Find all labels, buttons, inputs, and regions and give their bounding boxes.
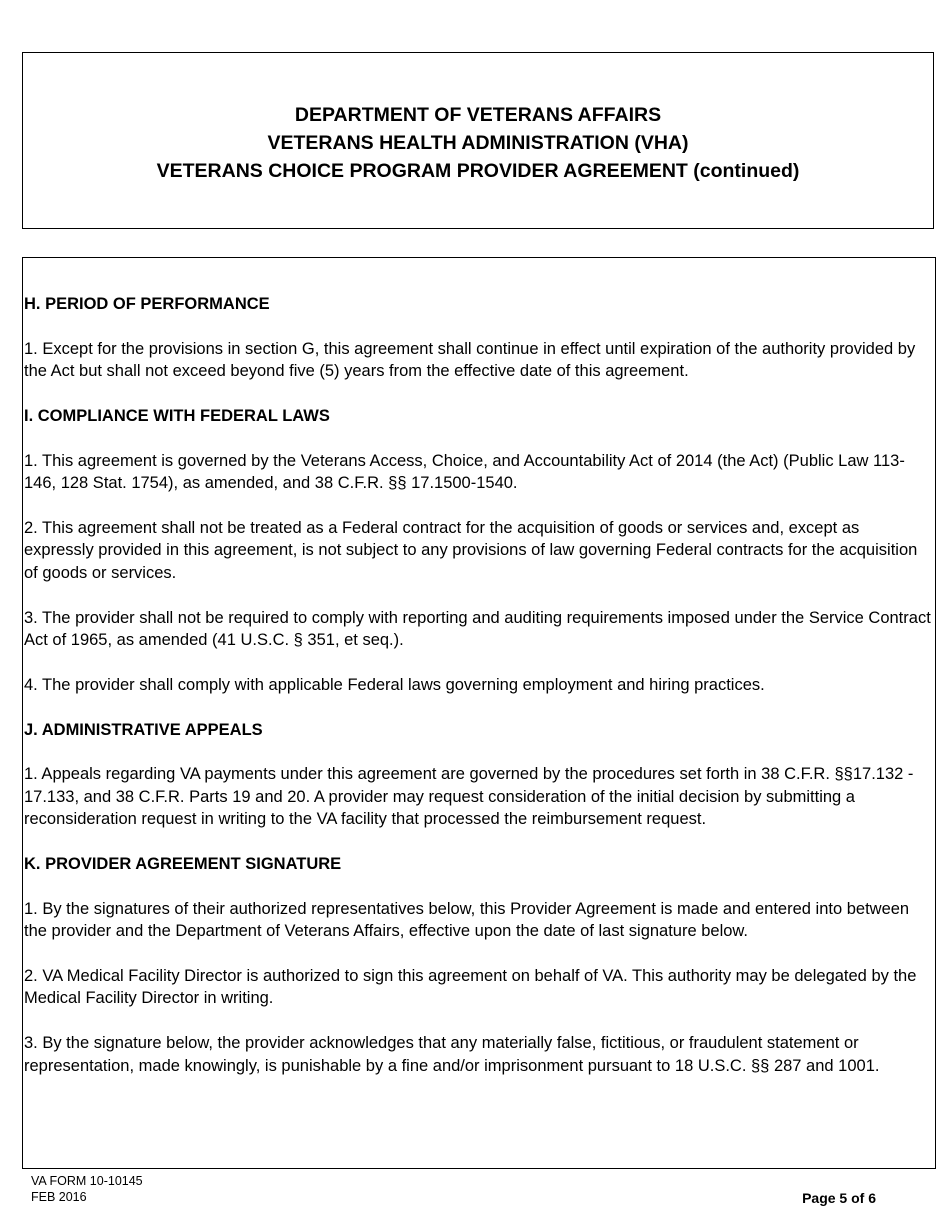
form-date: FEB 2016 bbox=[31, 1190, 87, 1204]
section-k-heading: K. PROVIDER AGREEMENT SIGNATURE bbox=[24, 854, 342, 873]
administration-title: VETERANS HEALTH ADMINISTRATION (VHA) bbox=[267, 132, 689, 154]
agreement-title: VETERANS CHOICE PROGRAM PROVIDER AGREEMENT (continued) bbox=[156, 160, 800, 182]
form-header bbox=[22, 52, 934, 229]
section-i-heading: I. COMPLIANCE WITH FEDERAL LAWS bbox=[24, 406, 330, 425]
section-i-paragraph-1: 1. This agreement is governed by the Veterans Access, Choice, and Accountability Act of 2014 (the Act) (Public Law 113-146, 128 Stat. 1754), as amended, and 38 C.F.R. §§ 17.1500-1540. bbox=[24, 451, 905, 493]
section-k-paragraph-2: 2. VA Medical Facility Director is authorized to sign this agreement on behalf of VA. This authority may be delegated by the Medical Facility Director in writing. bbox=[24, 966, 917, 1008]
form-identifier bbox=[31, 1173, 143, 1205]
section-k-paragraph-1: 1. By the signatures of their authorized representatives below, this Provider Agreement is made and entered into between the provider and the Department of Veterans Affairs, effective upon the date of last signature below. bbox=[24, 899, 910, 941]
agreement-text bbox=[24, 293, 932, 1077]
header-titles bbox=[23, 101, 933, 185]
form-number: VA FORM 10-10145 bbox=[31, 1174, 143, 1188]
section-i-paragraph-4: 4. The provider shall comply with applicable Federal laws governing employment and hiring practices. bbox=[24, 675, 765, 694]
department-title: DEPARTMENT OF VETERANS AFFAIRS bbox=[294, 104, 662, 126]
section-h-heading: H. PERIOD OF PERFORMANCE bbox=[24, 295, 270, 313]
section-i-paragraph-3: 3. The provider shall not be required to comply with reporting and auditing requirements imposed under the Service Contract Act of 1965, as amended (41 U.S.C. § 351, et seq.). bbox=[24, 608, 931, 649]
page-number: Page 5 of 6 bbox=[802, 1190, 876, 1206]
section-h-paragraph-1: 1. Except for the provisions in section G, this agreement shall continue in effect until expiration of the authority provided by the Act but shall not exceed beyond five (5) years from the effective date of this agreement. bbox=[24, 339, 916, 381]
section-i-paragraph-2: 2. This agreement shall not be treated as a Federal contract for the acquisition of goods or services and, except as expressly provided in this agreement, is not subject to any provisions of law governing Federal contracts for the acquisition of goods or services. bbox=[24, 518, 918, 582]
section-k-paragraph-3: 3. By the signature below, the provider acknowledges that any materially false, fictitious, or fraudulent statement or representation, made knowingly, is punishable by a fine and/or imprisonment pursuant to 18 U.S.C. §§ 287 and 1001. bbox=[24, 1034, 880, 1075]
section-j-paragraph-1: 1. Appeals regarding VA payments under this agreement are governed by the procedures set forth in 38 C.F.R. §§17.132 - 17.133, and 38 C.F.R. Parts 19 and 20. A provider may request consideration of the initial decision by submitting a reconsideration request in writing to the VA facility that processed the reimbursement request. bbox=[24, 765, 914, 829]
agreement-body bbox=[22, 257, 936, 1169]
section-j-heading: J. ADMINISTRATIVE APPEALS bbox=[24, 720, 263, 739]
